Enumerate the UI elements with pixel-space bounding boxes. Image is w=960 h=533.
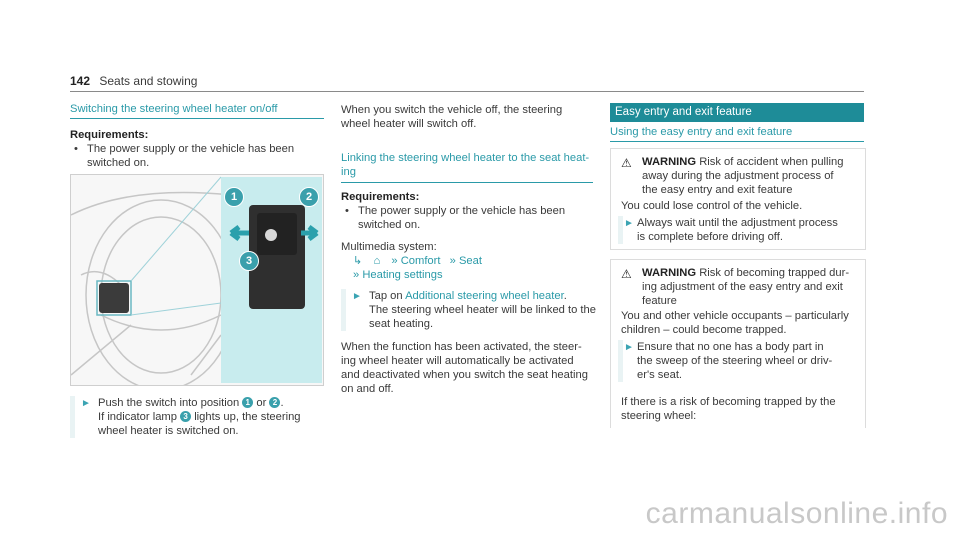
- menu-path: [353, 254, 482, 268]
- step-text-b: If indicator lamp: [98, 411, 177, 423]
- warning-1-body: You could lose control of the vehicle.: [621, 200, 803, 212]
- menu-path-2: [353, 268, 443, 282]
- col1-req-bullet: •: [74, 143, 78, 155]
- step-text-a: Push the switch into position: [98, 397, 240, 409]
- callout-3: 3: [239, 251, 259, 271]
- warning-2-s3: er's seat.: [637, 369, 683, 381]
- steering-wheel-drawing: [71, 175, 323, 385]
- warning-1-l1: Risk of accident when pulling: [699, 156, 844, 168]
- step-text-c: lights up, the steering: [194, 411, 301, 423]
- col1-req-item: The power supply or the vehicle has been switched on.: [87, 143, 295, 169]
- section-title: Seats and stowing: [99, 74, 198, 88]
- warning-1-step-bar: [618, 216, 623, 244]
- menu-seat[interactable]: Seat: [458, 255, 482, 267]
- col2-req-item: [358, 204, 588, 232]
- heater-indicator-icon: [265, 229, 277, 241]
- warning-2-body: [621, 309, 861, 337]
- col2-intro: [341, 103, 591, 131]
- col2-p-l1: When the function has been activated, the steer-: [341, 341, 582, 353]
- col2-heading-l1: Linking the steering wheel heater to the seat heat-: [341, 152, 590, 164]
- warning-1-title: WARNING: [642, 156, 697, 168]
- menu-comfort[interactable]: Comfort: [400, 255, 441, 267]
- warning-2-step: [637, 340, 857, 382]
- col2-heading: [341, 151, 593, 183]
- col1-heading: Switching the steering wheel heater on/off: [70, 103, 324, 119]
- step-arrow-icon: ►: [352, 291, 362, 302]
- warning-triangle-icon: ⚠: [621, 267, 632, 281]
- warning-1-step: [637, 216, 857, 244]
- watermark: carmanualsonline.info: [645, 497, 948, 530]
- col2-step-bar: [341, 289, 346, 331]
- col2-p-l2: ing wheel heater will automatically be activated: [341, 355, 574, 367]
- chevron-icon: »: [449, 255, 456, 267]
- step-arrow-icon: ►: [624, 218, 634, 229]
- col2-p-l3: and deactivated when you switch the seat heating: [341, 369, 588, 381]
- callout-1: 1: [224, 187, 244, 207]
- warning-1-l3: the easy entry and exit feature: [642, 184, 793, 196]
- col2-paragraph: [341, 340, 596, 396]
- col2-step-l2: The steering wheel heater will be linked to the: [369, 304, 596, 316]
- col1-step: Push the switch into position 1 or 2 . If indicator lamp 3 lights up, the steering wheel heater is switched on.: [98, 397, 301, 437]
- warning-2-l2: ing adjustment of the easy entry and exit: [642, 281, 843, 293]
- chevron-icon: »: [391, 255, 398, 267]
- multimedia-label: Multimedia system:: [341, 241, 437, 253]
- warning-2-b1: You and other vehicle occupants – particularly: [621, 310, 849, 322]
- col2-req-l2: switched on.: [358, 219, 421, 231]
- col3-heading: Using the easy entry and exit feature: [610, 126, 864, 142]
- warning-2-s1: Ensure that no one has a body part in: [637, 341, 824, 353]
- col2-req-l1: The power supply or the vehicle has been: [358, 205, 566, 217]
- switch-location: [99, 283, 129, 313]
- warning-2-l3: feature: [642, 295, 677, 307]
- warning-1-header: [642, 155, 857, 197]
- col2-intro-l2: wheel heater will switch off.: [341, 118, 477, 130]
- warning-1-step-l1: Always wait until the adjustment process: [637, 217, 838, 229]
- warning-2-p2: steering wheel:: [621, 410, 697, 422]
- col2-step: Tap on Additional steering wheel heater. The steering wheel heater will be linked to the seat heating.: [369, 289, 599, 331]
- col2-intro-l1: When you switch the vehicle off, the steering: [341, 104, 563, 116]
- warning-2-b2: children – could become trapped.: [621, 324, 787, 336]
- col2-requirements-label: Requirements:: [341, 191, 420, 203]
- chevron-icon: »: [353, 269, 360, 281]
- warning-1-l2: away during the adjustment process of: [642, 170, 834, 182]
- step-text-d: wheel heater is switched on.: [98, 425, 239, 437]
- warning-2-l1: Risk of becoming trapped dur-: [699, 267, 850, 279]
- header-rule: [70, 91, 864, 92]
- menu-enter-icon: ↳: [353, 255, 363, 267]
- step-arrow-icon: ►: [81, 398, 91, 409]
- callout-2: 2: [299, 187, 319, 207]
- col2-heading-l2: ing: [341, 166, 356, 178]
- step-or: or: [256, 397, 267, 409]
- steering-wheel-illustration: [70, 174, 324, 386]
- step-arrow-icon: ►: [624, 342, 634, 353]
- warning-triangle-icon: ⚠: [621, 156, 632, 170]
- warning-2-paragraph: [621, 395, 861, 423]
- warning-2-s2: the sweep of the steering wheel or driv-: [637, 355, 833, 367]
- warning-1-step-l2: is complete before driving off.: [637, 231, 783, 243]
- col2-req-bullet: •: [345, 205, 349, 217]
- page-header: [70, 74, 197, 88]
- col1-step-bar: [70, 396, 75, 438]
- home-icon: ⌂: [373, 255, 381, 267]
- warning-2-step-bar: [618, 340, 623, 382]
- col2-step-l3: seat heating.: [369, 318, 434, 330]
- position-2-badge: 2: [269, 397, 280, 408]
- indicator-lamp-badge: 3: [180, 411, 191, 422]
- tap-on-text: Tap on: [369, 290, 403, 302]
- position-1-badge: 1: [242, 397, 253, 408]
- warning-2-title: WARNING: [642, 267, 697, 279]
- col2-p-l4: on and off.: [341, 383, 394, 395]
- additional-heater-link[interactable]: Additional steering wheel heater: [405, 290, 564, 302]
- warning-2-p1: If there is a risk of becoming trapped by the: [621, 396, 836, 408]
- menu-heating-settings[interactable]: Heating settings: [362, 269, 443, 281]
- warning-2-header: [642, 266, 857, 308]
- section-banner: Easy entry and exit feature: [610, 103, 864, 122]
- col1-requirements-label: Requirements:: [70, 129, 149, 141]
- page-number: 142: [70, 74, 91, 88]
